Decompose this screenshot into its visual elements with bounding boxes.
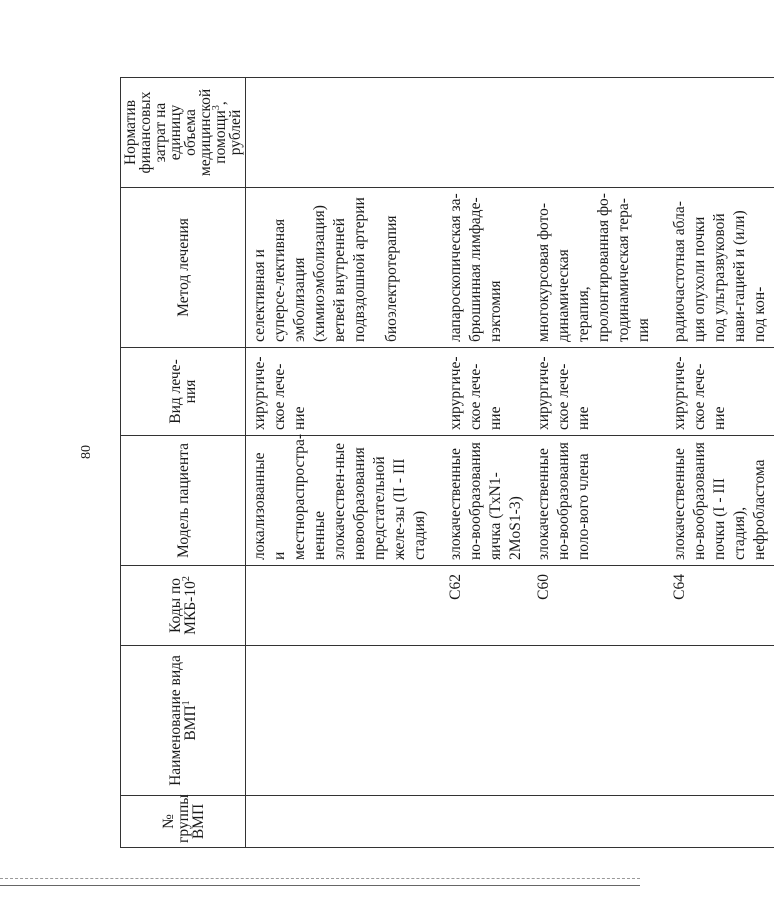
page-number: 80: [79, 445, 94, 459]
cell-type: хирургиче-ское лече-ние: [434, 348, 530, 436]
cell-code: C64: [658, 566, 774, 646]
method-extra-text: биоэлектротерапия: [383, 215, 400, 342]
cell-code: C62: [434, 566, 530, 646]
cell-norm: [658, 78, 774, 188]
cell-norm: [434, 78, 530, 188]
cell-method: лапароскопическая за-брюшинная лимфаде-нэктомия: [434, 188, 530, 348]
table-row: [530, 78, 658, 848]
cell-type: хирургиче-ское лече-ние: [658, 348, 774, 436]
footer-divider: [0, 885, 640, 886]
cell-method: многокурсовая фото-динамическая терапия, пролонгированная фо-тодинамическая тера-пия: [530, 188, 658, 348]
table-row: [246, 78, 435, 848]
header-treatment-method: Метод лечения: [121, 188, 246, 348]
table-header-row: [121, 78, 246, 848]
header-treatment-type: Вид лече-ния: [121, 348, 246, 436]
cell-vmp-name: [530, 646, 658, 796]
cell-code: C60: [530, 566, 658, 646]
table-row: [658, 78, 774, 848]
vmp-table: [120, 77, 774, 848]
cell-code: [246, 566, 435, 646]
cell-model: злокачественные но-вообразования почки (I - III стадия), нефробластома: [658, 436, 774, 566]
cell-vmp-name: [246, 646, 435, 796]
header-mkb-codes: Коды по МКБ-$10^2$: [121, 566, 246, 646]
rotated-table-container: [120, 78, 768, 848]
cell-group-no: [434, 796, 530, 848]
cell-norm: [530, 78, 658, 188]
header-norm: Норматив финансовых затрат на единицу объема медицинской помощи$^3$, рублей: [121, 78, 246, 188]
header-group-no: № группы ВМП: [121, 796, 246, 848]
cell-type: хирургиче-ское лече-ние: [530, 348, 658, 436]
cell-model: локализованные и местнораспростра-ненные злокачествен-ные новообразования предстательной желе-зы (II - III стадия): [246, 436, 435, 566]
table-row: [434, 78, 530, 848]
footer-divider: [0, 878, 640, 879]
cell-method: радиочастотная абла-ция опухоли почки под ультразвуковой нави-гацией и (или) под кон-: [658, 188, 774, 348]
header-patient-model: Модель пациента: [121, 436, 246, 566]
cell-model: злокачественные но-вообразования яичка (TxN1-2MoS1-3): [434, 436, 530, 566]
method-text: селективная и суперсе-лективная эмболизация (химиоэмболизация) ветвей внутренней подвздошной артерии: [251, 197, 368, 342]
cell-vmp-name: [434, 646, 530, 796]
cell-group-no: [530, 796, 658, 848]
cell-method: [246, 188, 435, 348]
cell-norm: [246, 78, 435, 188]
cell-type: хирургиче-ское лече-ние: [246, 348, 435, 436]
cell-group-no: [246, 796, 435, 848]
cell-group-no: [658, 796, 774, 848]
header-vmp-name: Наименование вида ВМП$^1$: [121, 646, 246, 796]
cell-vmp-name: [658, 646, 774, 796]
cell-model: злокачественные но-вообразования поло-вого члена: [530, 436, 658, 566]
